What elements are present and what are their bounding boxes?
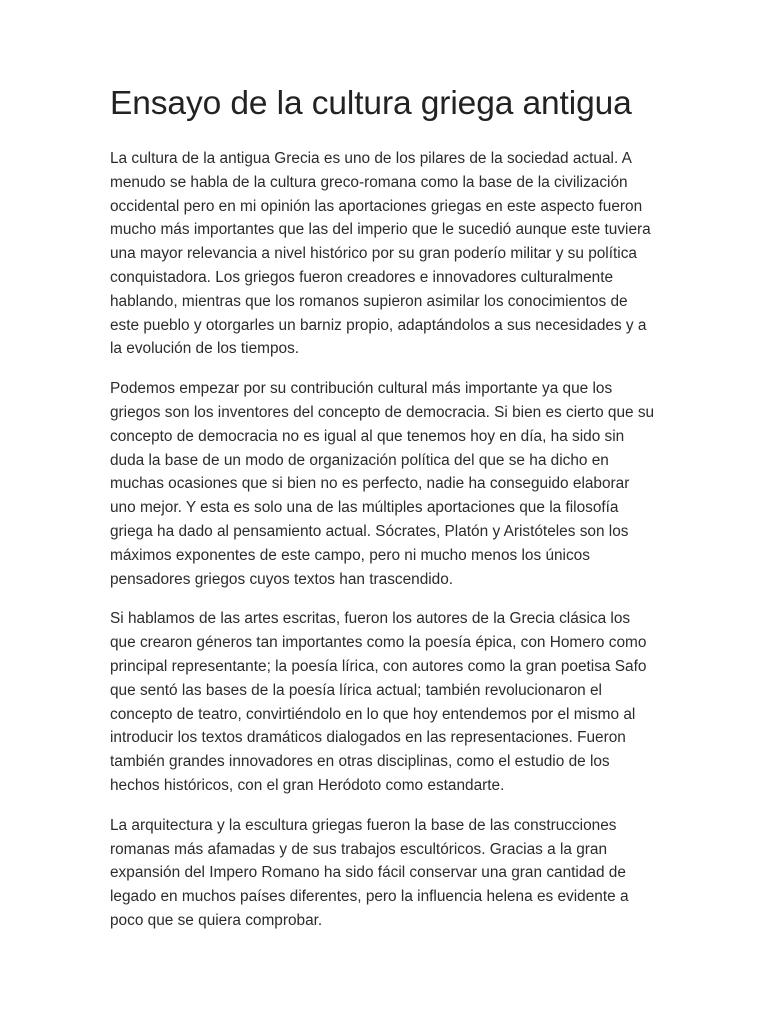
paragraph-4 <box>110 814 662 933</box>
paragraph-line: duda la base de un modo de organización política del que se ha dicho en <box>110 451 609 469</box>
paragraph-line: que sentó las bases de la poesía lírica actual; también revolucionaron el <box>110 681 602 699</box>
paragraph-line: hechos históricos, con el gran Heródoto como estandarte. <box>110 776 505 794</box>
paragraph-line: menudo se habla de la cultura greco-romana como la base de la civilización <box>110 173 628 191</box>
paragraph-line: poco que se quiera comprobar. <box>110 911 323 929</box>
paragraph-line: expansión del Impero Romano ha sido fácil conservar una gran cantidad de <box>110 864 626 882</box>
paragraph-line: Si hablamos de las artes escritas, fueron los autores de la Grecia clásica los <box>110 610 631 628</box>
paragraph-line: La arquitectura y la escultura griegas fueron la base de las construcciones <box>110 816 617 834</box>
paragraph-line: Podemos empezar por su contribución cultural más importante ya que los <box>110 380 613 398</box>
paragraph-line: griegos son los inventores del concepto de democracia. Si bien es cierto que su <box>110 403 655 421</box>
paragraph-line: conquistadora. Los griegos fueron creadores e innovadores culturalmente <box>110 268 614 286</box>
paragraph-line: pensadores griegos cuyos textos han trascendido. <box>110 570 454 588</box>
paragraph-line: que crearon géneros tan importantes como la poesía épica, con Homero como <box>110 634 647 652</box>
paragraph-line: también grandes innovadores en otras disciplinas, como el estudio de los <box>110 753 610 771</box>
paragraph-line: romanas más afamadas y de sus trabajos escultóricos. Gracias a la gran <box>110 840 608 858</box>
paragraph-line: La cultura de la antigua Grecia es uno de los pilares de la sociedad actual. A <box>110 150 632 167</box>
paragraph-line: hablando, mientras que los romanos supieron asimilar los conocimientos de <box>110 292 628 310</box>
paragraph-line: griega ha dado al pensamiento actual. Sócrates, Platón y Aristóteles son los <box>110 522 629 540</box>
paragraph-line: uno mejor. Y esta es solo una de las múltiples aportaciones que la filosofía <box>110 499 619 517</box>
document-title: Ensayo de la cultura griega antigua <box>110 85 632 122</box>
paragraph-line: occidental pero en mi opinión las aportaciones griegas en este aspecto fueron <box>110 197 643 215</box>
paragraph-line: la evolución de los tiempos. <box>110 340 300 358</box>
paragraph-2 <box>110 377 662 591</box>
paragraph-line: este pueblo y otorgarles un barniz propio, adaptándolos a sus necesidades y a <box>110 316 647 334</box>
paragraph-line: mucho más importantes que las del imperio que le sucedió aunque este tuviera <box>110 221 651 239</box>
paragraph-line: introducir los textos dramáticos dialogados en las representaciones. Fueron <box>110 729 626 747</box>
paragraph-line: principal representante; la poesía lírica, con autores como la gran poetisa Safo <box>110 657 647 675</box>
paragraph-line: una mayor relevancia a nivel histórico por su gran poderío militar y su política <box>110 245 637 263</box>
paragraph-line: muchas ocasiones que si bien no es perfecto, nadie ha conseguido elaborar <box>110 475 630 493</box>
paragraph-line: concepto de teatro, convirtiéndolo en lo que hoy entendemos por el mismo al <box>110 705 636 723</box>
document-page <box>110 84 662 933</box>
paragraph-1 <box>110 147 662 361</box>
paragraph-line: legado en muchos países diferentes, pero la influencia helena es evidente a <box>110 888 629 906</box>
paragraph-line: concepto de democracia no es igual al que tenemos hoy en día, ha sido sin <box>110 427 625 445</box>
paragraph-3 <box>110 607 662 797</box>
paragraph-line: máximos exponentes de este campo, pero ni mucho menos los únicos <box>110 546 590 564</box>
